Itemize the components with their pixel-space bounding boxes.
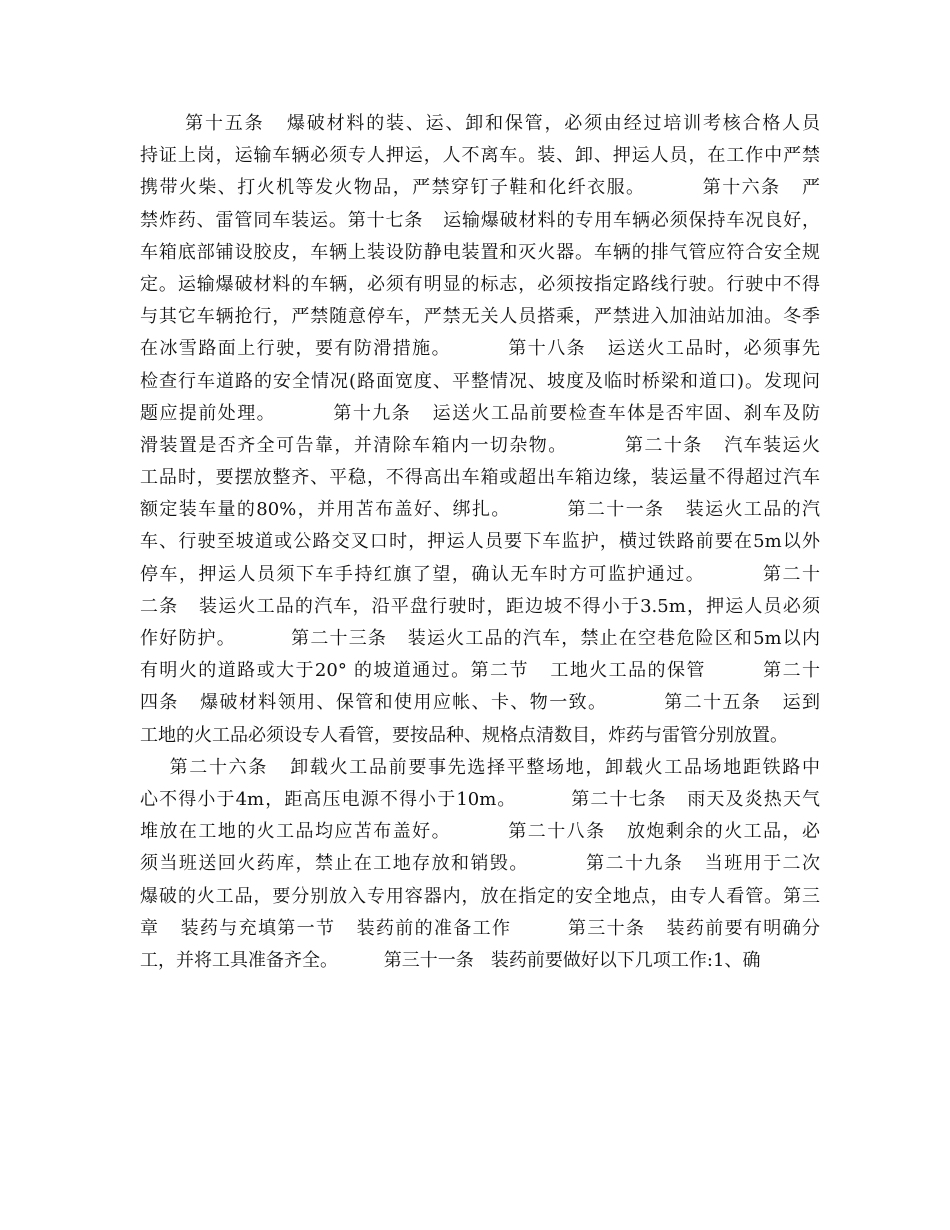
text-line: 爆破的火工品，要分别放入专用容器内，放在指定的安全地点，由专人看管。第三 [140, 885, 820, 907]
text-line: 题应提前处理。 第十九条 运送火工品前要检查车体是否牢固、刹车及防 [140, 402, 820, 424]
text-line: 持证上岗，运输车辆必须专人押运，人不离车。装、卸、押运人员，在工作中严禁 [140, 145, 820, 167]
text-line: 额定装车量的80%，并用苫布盖好、绑扎。 第二十一条 装运火工品的汽 [140, 499, 820, 521]
text-line: 二条 装运火工品的汽车，沿平盘行驶时，距边坡不得小于3.5m，押运人员必须 [140, 595, 820, 617]
text-line: 须当班送回火药库，禁止在工地存放和销毁。 第二十九条 当班用于二次 [140, 853, 820, 875]
text-line: 第十五条 爆破材料的装、运、卸和保管，必须由经过培训考核合格人员 [140, 113, 820, 134]
text-line: 与其它车辆抢行，严禁随意停车，严禁无关人员搭乘，严禁进入加油站加油。冬季 [140, 306, 820, 328]
text-line: 车箱底部铺设胶皮，车辆上装设防静电装置和灭火器。车辆的排气管应符合安全规 [140, 241, 820, 263]
text-line: 有明火的道路或大于20° 的坡道通过。第二节 工地火工品的保管 第二十 [140, 660, 820, 682]
text-line: 车、行驶至坡道或公路交叉口时，押运人员要下车监护，横过铁路前要在5m以外 [140, 531, 820, 553]
body-text [140, 108, 820, 977]
text-line: 检查行车道路的安全情况(路面宽度、平整情况、坡度及临时桥梁和道口)。发现问 [140, 370, 820, 392]
text-line: 在冰雪路面上行驶，要有防滑措施。 第十八条 运送火工品时，必须事先 [140, 338, 820, 360]
text-line: 第二十六条 卸载火工品前要事先选择平整场地，卸载火工品场地距铁路中 [140, 756, 820, 778]
text-line: 携带火柴、打火机等发火物品，严禁穿钉子鞋和化纤衣服。 第十六条 严 [140, 177, 820, 199]
text-line: 禁炸药、雷管同车装运。第十七条 运输爆破材料的专用车辆必须保持车况良好， [140, 209, 820, 231]
text-line: 定。运输爆破材料的车辆，必须有明显的标志，必须按指定路线行驶。行驶中不得 [140, 273, 820, 295]
text-line: 堆放在工地的火工品均应苫布盖好。 第二十八条 放炮剩余的火工品，必 [140, 821, 820, 843]
text-line: 作好防护。 第二十三条 装运火工品的汽车，禁止在空巷危险区和5m以内 [140, 628, 820, 649]
text-line: 章 装药与充填第一节 装药前的准备工作 第三十条 装药前要有明确分 [140, 917, 820, 939]
text-line: 工品时，要摆放整齐、平稳，不得高出车箱或超出车箱边缘，装运量不得超过汽车 [140, 467, 820, 489]
text-line: 心不得小于4m，距高压电源不得小于10m。 第二十七条 雨天及炎热天气 [140, 788, 820, 810]
text-line: 四条 爆破材料领用、保管和使用应帐、卡、物一致。 第二十五条 运到 [140, 692, 820, 714]
text-line: 工地的火工品必须设专人看管，要按品种、规格点清数目，炸药与雷管分别放置。 [140, 724, 788, 746]
text-line: 停车，押运人员须下车手持红旗了望，确认无车时方可监护通过。 第二十 [140, 563, 820, 585]
text-line: 滑装置是否齐全可告靠，并清除车箱内一切杂物。 第二十条 汽车装运火 [140, 434, 820, 456]
text-line: 工，并将工具准备齐全。 第三十一条 装药前要做好以下几项工作:1、确 [140, 949, 761, 971]
